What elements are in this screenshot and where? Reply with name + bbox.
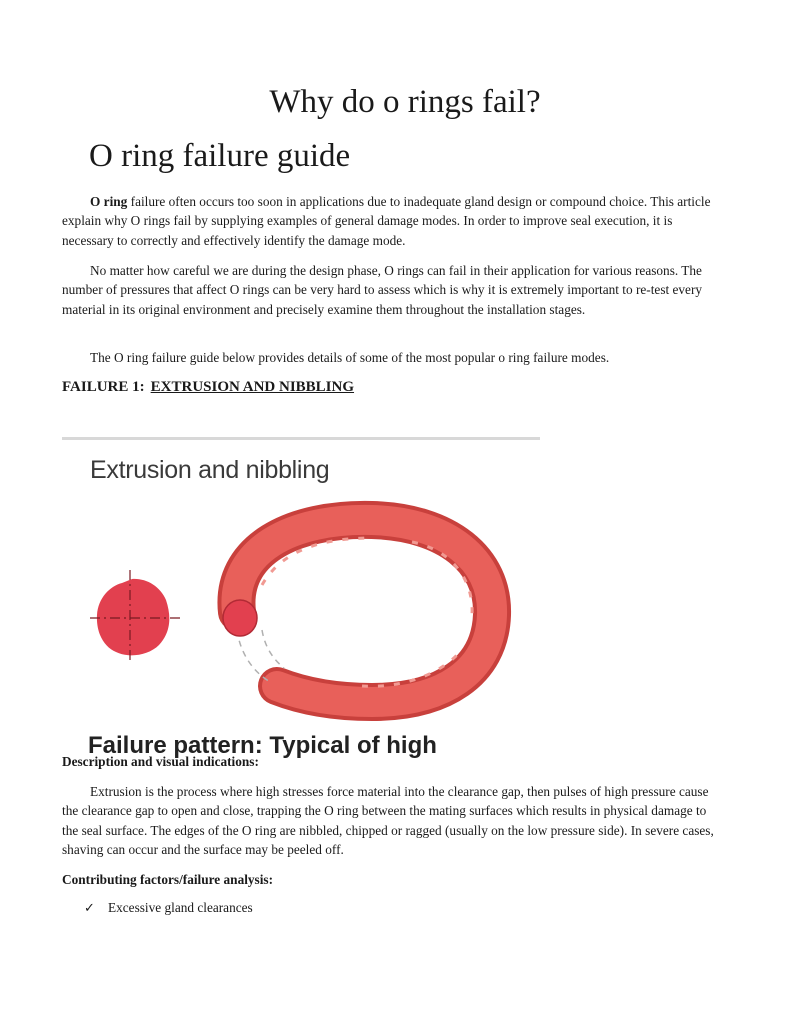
check-icon: ✓ (84, 900, 95, 916)
cross-section-icon (90, 570, 180, 662)
failure-figure (62, 437, 540, 759)
page-subtitle: O ring failure guide (89, 138, 351, 174)
intro-bold-term: O ring (90, 194, 128, 209)
oring-icon (223, 520, 492, 702)
intro-paragraph (62, 192, 724, 250)
description-label: Description and visual indications: (62, 754, 259, 769)
failure-name: EXTRUSION AND NIBBLING (150, 379, 355, 395)
second-paragraph: No matter how careful we are during the design phase, O rings can fail in their application for various reasons. The number of pressures that affect O rings can be very hard to assess which is why it is extremely important to re-test every material in its original environment and precisely examine them throughout the installation stages. (62, 263, 703, 317)
page-title: Why do o rings fail? (269, 84, 541, 120)
third-paragraph: The O ring failure guide below provides details of some of the most popular o ring failure modes. (90, 350, 610, 365)
factors-label: Contributing factors/failure analysis: (62, 872, 274, 887)
intro-text: failure often occurs too soon in applications due to inadequate gland design or compound choice. This article explain why O rings fail by supplying examples of general damage modes. In order to improve seal execution, it is necessary to correctly and effectively identify the damage mode. (62, 194, 711, 248)
factor-list-item (84, 900, 253, 916)
failure-label: FAILURE 1: (62, 379, 145, 395)
figure-title: Extrusion and nibbling (90, 456, 330, 484)
description-text: Extrusion is the process where high stresses force material into the clearance gap, then pulses of high pressure cause the clearance gap to open and close, trapping the O ring between the mating surfaces which results in physical damage to the seal surface. The edges of the O ring are nibbled, chipped or ragged (usually on the low pressure side). In severe cases, shaving can occur and the surface may be peeled off. (62, 784, 714, 857)
figure-caption: Failure pattern: Typical of high (88, 732, 437, 759)
failure-heading (62, 379, 354, 396)
oring-illustration (62, 440, 540, 745)
factor-text: Excessive gland clearances (108, 900, 253, 915)
